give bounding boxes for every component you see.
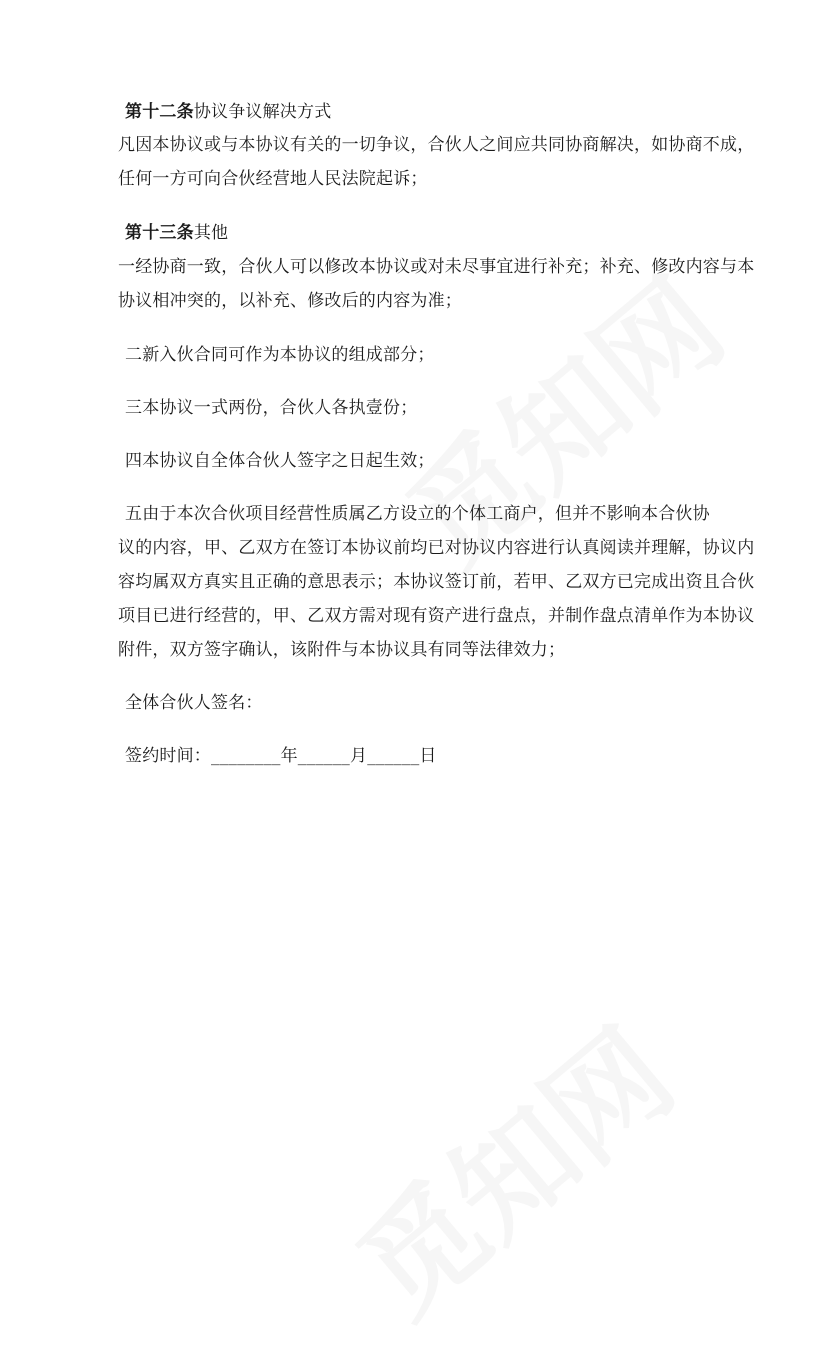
article-12-body-line-1: 凡因本协议或与本协议有关的一切争议，合伙人之间应共同协商解决，如协商不成， [118,135,755,155]
article-13-number: 第十三条 [125,223,194,243]
article-12-number: 第十二条 [125,102,194,122]
clause-5-line-4: 项目已进行经营的，甲、乙双方需对现有资产进行盘点，并制作盘点清单作为本协议 [118,606,755,626]
clause-5-line-3: 容均属双方真实且正确的意思表示；本协议签订前，若甲、乙双方已完成出资且合伙 [118,572,755,592]
clause-5-line-2: 议的内容，甲、乙双方在签订本协议前均已对协议内容进行认真阅读并理解，协议内 [118,538,755,558]
clause-3: 三本协议一式两份，合伙人各执壹份； [125,398,418,418]
clause-2: 二新入伙合同可作为本协议的组成部分； [125,345,435,365]
clause-1-line-1: 一经协商一致，合伙人可以修改本协议或对未尽事宜进行补充；补充、修改内容与本 [118,257,755,277]
clause-5-line-1: 五由于本次合伙项目经营性质属乙方设立的个体工商户，但并不影响本合伙协 [125,504,710,524]
article-12-heading-line [125,97,765,127]
watermark-text-bottom [317,984,703,1347]
article-12-title: 协议争议解决方式 [193,102,332,122]
clause-5-line-5: 附件，双方签字确认，该附件与本协议具有同等法律效力； [118,640,566,660]
article-13-title: 其他 [193,223,229,243]
signature-label: 全体合伙人签名： [125,693,263,713]
clause-1-line-2: 协议相冲突的，以补充、修改后的内容为准； [118,291,462,311]
clause-4: 四本协议自全体合伙人签字之日起生效； [125,451,435,471]
article-13-heading-line [125,218,765,248]
signing-date-line: 签约时间：________年______月______日 [125,746,437,766]
article-12-body-line-2: 任何一方可向合伙经营地人民法院起诉； [118,169,428,189]
